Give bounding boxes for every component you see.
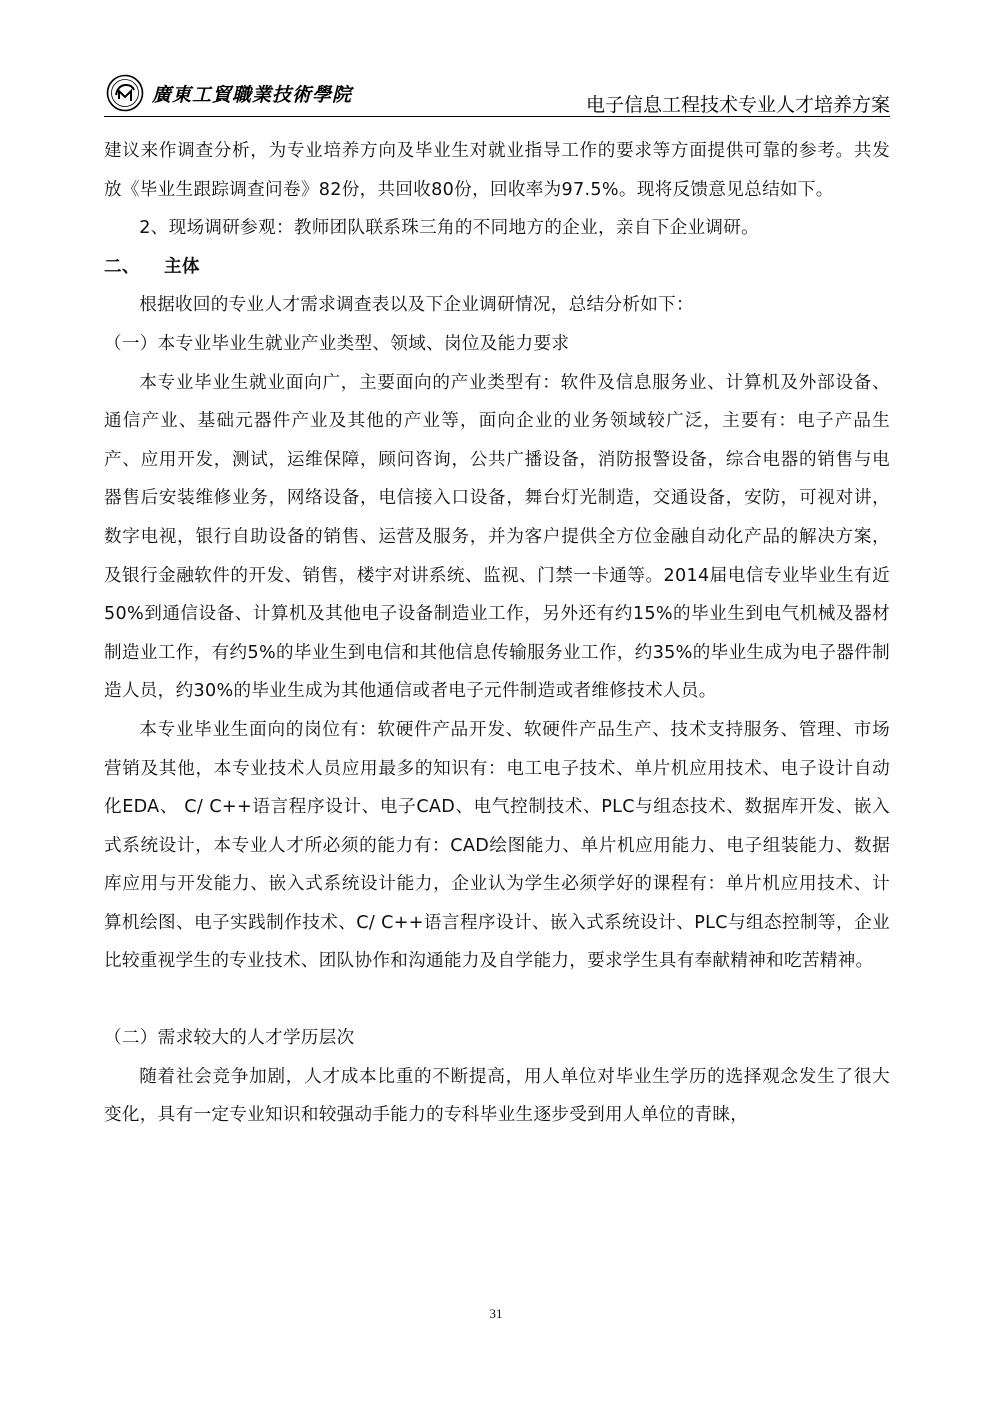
- document-title: 电子信息工程技术专业人才培养方案: [585, 94, 890, 116]
- page-body: [104, 132, 890, 1135]
- section-title: 主体: [164, 256, 200, 277]
- subsection-heading-1: （一）本专业毕业生就业产业类型、领域、岗位及能力要求: [104, 333, 570, 354]
- paragraph-site-visit: 2、现场调研参观：教师团队联系珠三角的不同地方的企业，亲自下企业调研。: [139, 218, 760, 239]
- page-header: [104, 70, 890, 117]
- page-number: 31: [489, 1306, 503, 1321]
- paragraph-summary-intro: 根据收回的专业人才需求调查表以及下企业调研情况，总结分析如下：: [139, 295, 694, 316]
- subsection-heading-2: （二）需求较大的人才学历层次: [104, 1028, 355, 1049]
- paragraph-education-level: 随着社会竞争加剧，人才成本比重的不断提高，用人单位对毕业生学历的选择观念发生了很大变化，具有一定专业知识和较强动手能力的专科毕业生逐步受到用人单位的青睐，: [104, 1066, 890, 1126]
- paragraph-continued: 建议来作调查分析，为专业培养方向及毕业生对就业指导工作的要求等方面提供可靠的参考。共发放《毕业生跟踪调查问卷》82份，共回收80份，回收率为97.5%。现将反馈意见总结如下。: [104, 141, 890, 200]
- school-name: 廣東工貿職業技術學院: [152, 84, 353, 106]
- paragraph-job-positions: 本专业毕业生面向的岗位有：软硬件产品开发、软硬件产品生产、技术支持服务、管理、市场营销及其他，本专业技术人员应用最多的知识有：电工电子技术、单片机应用技术、电子设计自动化EDA、 C/ C++语言程序设计、电子CAD、电气控制技术、PLC与组态技术、数据库开发、嵌入式系统设计，本专业人才所必须的能力有：CAD绘图能力、单片机应用能力、电子组装能力、数据库应用与开发能力、嵌入式系统设计能力，企业认为学生必须学好的课程有：单片机应用技术、计算机绘图、电子实践制作技术、C/ C++语言程序设计、嵌入式系统设计、PLC与组态控制等，企业比较重视学生的专业技术、团队协作和沟通能力及自学能力，要求学生具有奉献精神和吃苦精神。: [104, 719, 890, 972]
- school-logo-icon: [106, 74, 144, 112]
- section-number: 二、: [104, 256, 140, 277]
- blank-line: [104, 981, 890, 1019]
- paragraph-industry-types: 本专业毕业生就业面向广，主要面向的产业类型有：软件及信息服务业、计算机及外部设备、通信产业、基础元器件产业及其他的产业等，面向企业的业务领域较广泛，主要有：电子产品生产、应用开发，测试，运维保障，顾问咨询，公共广播设备，消防报警设备，综合电器的销售与电器售后安装维修业务，网络设备，电信接入口设备，舞台灯光制造，交通设备，安防，可视对讲，数字电视，银行自助设备的销售、运营及服务，并为客户提供全方位金融自动化产品的解决方案，及银行金融软件的开发、销售，楼宇对讲系统、监视、门禁一卡通等。2014届电信专业毕业生有近50%到通信设备、计算机及其他电子设备制造业工作，另外还有约15%的毕业生到电气机械及器材制造业工作，有约5%的毕业生到电信和其他信息传输服务业工作，约35%的毕业生成为电子器件制造人员，约30%的毕业生成为其他通信或者电子元件制造或者维修技术人员。: [104, 372, 890, 702]
- section-heading: [104, 248, 890, 287]
